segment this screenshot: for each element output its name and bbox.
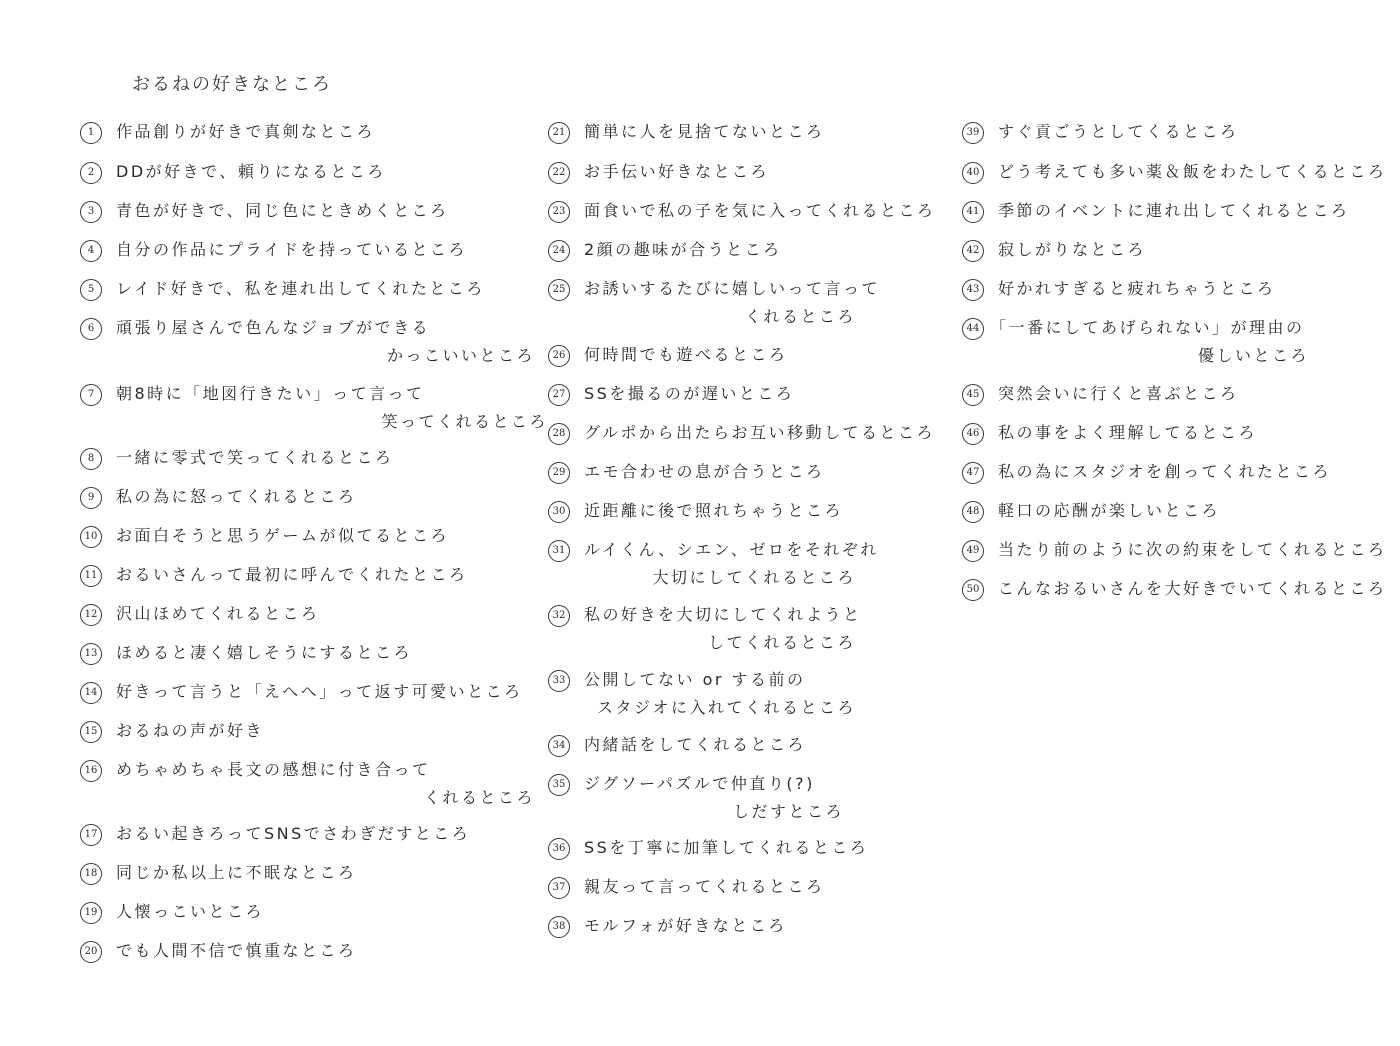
item-text: DDが好きで、頼りになるところ [116, 162, 386, 181]
item-text: 同じか私以上に不眠なところ [116, 863, 357, 882]
item-text: 近距離に後で照れちゃうところ [584, 501, 844, 520]
item-text: どう考えても多い薬＆飯をわたしてくるところ [998, 162, 1387, 181]
item-number-badge: 20 [80, 941, 102, 963]
item-number-badge: 13 [80, 643, 102, 665]
item-number-badge: 19 [80, 902, 102, 924]
item-number-badge: 28 [548, 423, 570, 445]
list-item [548, 774, 868, 826]
item-number-badge: 24 [548, 240, 570, 262]
item-text: 何時間でも遊べるところ [584, 345, 788, 364]
item-text: 好きって言うと「えへへ」って返す可愛いところ [116, 682, 523, 701]
list-item [548, 240, 868, 264]
list-item [548, 501, 868, 525]
page-title: おるねの好きなところ [132, 74, 332, 95]
list-item [80, 526, 550, 550]
item-number-badge: 6 [80, 318, 102, 340]
list-item [548, 462, 868, 486]
item-number-badge: 12 [80, 604, 102, 626]
item-number-badge: 36 [548, 838, 570, 860]
item-text: お面白そうと思うゲームが似てるところ [116, 526, 450, 545]
list-item [80, 824, 550, 848]
item-number-badge: 23 [548, 201, 570, 223]
list-item [548, 162, 868, 186]
list-item [80, 318, 550, 370]
list-item [80, 863, 550, 887]
item-text: 私の為にスタジオを創ってくれたところ [998, 462, 1332, 481]
list-item [80, 721, 550, 745]
item-number-badge: 1 [80, 122, 102, 144]
list-item [548, 605, 868, 657]
item-number-badge: 7 [80, 384, 102, 406]
item-number-badge: 18 [80, 863, 102, 885]
item-text-continued: 笑ってくれるところ [381, 412, 548, 431]
item-number-badge: 27 [548, 384, 570, 406]
list-item [548, 384, 868, 408]
item-number-badge: 21 [548, 122, 570, 144]
item-number-badge: 29 [548, 462, 570, 484]
item-number-badge: 30 [548, 501, 570, 523]
item-number-badge: 16 [80, 760, 102, 782]
item-text: ジグソーパズルで仲直り(?) [584, 774, 815, 793]
item-number-badge: 44 [962, 318, 984, 340]
list-item [80, 448, 550, 472]
item-text-continued: 優しいところ [1197, 346, 1309, 365]
item-number-badge: 25 [548, 279, 570, 301]
item-text: 親友って言ってくれるところ [584, 877, 825, 896]
list-item [80, 162, 550, 186]
list-item [80, 565, 550, 589]
item-number-badge: 31 [548, 540, 570, 562]
item-text: 一緒に零式で笑ってくれるところ [116, 448, 394, 467]
list-item [80, 384, 550, 436]
item-text: 軽口の応酬が楽しいところ [998, 501, 1221, 520]
item-text-continued: 大切にしてくれるところ [652, 568, 856, 587]
list-item [80, 902, 550, 926]
item-text: 面食いで私の子を気に入ってくれるところ [584, 201, 936, 220]
list-item [80, 201, 550, 225]
item-text: 内緒話をしてくれるところ [584, 735, 807, 754]
list-item [80, 941, 550, 965]
item-text: ルイくん、シエン、ゼロをそれぞれ [584, 540, 879, 559]
item-number-badge: 40 [962, 162, 984, 184]
list-item [80, 240, 550, 264]
item-text: 寂しがりなところ [998, 240, 1147, 259]
item-text: こんなおるいさんを大好きでいてくれるところ [998, 579, 1387, 598]
item-number-badge: 38 [548, 916, 570, 938]
list-item [548, 122, 868, 146]
item-number-badge: 8 [80, 448, 102, 470]
item-text: 朝8時に「地図行きたい」って言って [116, 384, 425, 403]
item-text: おるい起きろってSNSでさわぎだすところ [116, 824, 471, 843]
list-item [80, 279, 550, 303]
list-item [80, 122, 550, 146]
item-text: 作品創りが好きで真剣なところ [116, 122, 376, 141]
list-item [962, 122, 1337, 146]
item-text: SSを丁寧に加筆してくれるところ [584, 838, 869, 857]
item-text: 突然会いに行くと喜ぶところ [998, 384, 1239, 403]
item-number-badge: 17 [80, 824, 102, 846]
item-number-badge: 48 [962, 501, 984, 523]
item-number-badge: 43 [962, 279, 984, 301]
list-item [962, 318, 1337, 370]
item-text: 自分の作品にプライドを持っているところ [116, 240, 468, 259]
item-text: 私の為に怒ってくれるところ [116, 487, 357, 506]
item-text: めちゃめちゃ長文の感想に付き合って [116, 760, 431, 779]
item-number-badge: 47 [962, 462, 984, 484]
item-text: 季節のイベントに連れ出してくれるところ [998, 201, 1350, 220]
item-text-continued: しだすところ [732, 802, 844, 821]
list-item [548, 201, 936, 225]
item-text: グルポから出たらお互い移動してるところ [584, 423, 936, 442]
item-number-badge: 41 [962, 201, 984, 223]
item-text-continued: くれるところ [423, 788, 535, 807]
item-number-badge: 3 [80, 201, 102, 223]
item-text: モルフォが好きなところ [584, 916, 787, 935]
item-number-badge: 32 [548, 605, 570, 627]
list-item [962, 279, 1337, 303]
item-number-badge: 50 [962, 579, 984, 601]
list-item [80, 643, 550, 667]
item-number-badge: 5 [80, 279, 102, 301]
list-item [962, 423, 1337, 447]
item-number-badge: 15 [80, 721, 102, 743]
list-item [962, 501, 1337, 525]
item-number-badge: 11 [80, 565, 102, 587]
item-text: エモ合わせの息が合うところ [584, 462, 825, 481]
item-number-badge: 34 [548, 735, 570, 757]
item-number-badge: 9 [80, 487, 102, 509]
item-text: 人懐っこいところ [116, 902, 265, 921]
item-number-badge: 14 [80, 682, 102, 704]
list-item [548, 423, 936, 447]
list-item [962, 462, 1337, 486]
item-text: でも人間不信で慎重なところ [116, 941, 357, 960]
item-number-badge: 46 [962, 423, 984, 445]
item-number-badge: 35 [548, 774, 570, 796]
item-number-badge: 37 [548, 877, 570, 899]
list-item [80, 487, 550, 511]
item-text: 好かれすぎると疲れちゃうところ [998, 279, 1276, 298]
item-text: 2顔の趣味が合うところ [584, 240, 782, 259]
item-text: SSを撮るのが遅いところ [584, 384, 795, 403]
list-item [962, 201, 1350, 225]
list-item [80, 682, 550, 706]
item-text: ほめると凄く嬉しそうにするところ [116, 643, 413, 662]
item-text-continued: かっこいいところ [386, 346, 535, 365]
item-number-badge: 10 [80, 526, 102, 548]
item-number-badge: 4 [80, 240, 102, 262]
item-number-badge: 2 [80, 162, 102, 184]
list-item [962, 579, 1387, 603]
list-item [80, 604, 550, 628]
list-item [962, 540, 1387, 564]
list-item [548, 540, 879, 592]
list-item [548, 735, 868, 759]
item-text: レイド好きで、私を連れ出してくれたところ [116, 279, 485, 298]
item-text: 頑張り屋さんで色んなジョブができる [116, 318, 431, 337]
item-number-badge: 39 [962, 122, 984, 144]
list-item [548, 838, 868, 862]
item-text: お誘いするたびに嬉しいって言って [584, 279, 881, 298]
item-text: すぐ貢ごうとしてくるところ [998, 122, 1239, 141]
item-text-continued: スタジオに入れてくれるところ [596, 698, 856, 717]
list-item [548, 916, 868, 940]
list-item [548, 279, 881, 331]
item-text: 青色が好きで、同じ色にときめくところ [116, 201, 449, 220]
item-number-badge: 33 [548, 670, 570, 692]
item-number-badge: 45 [962, 384, 984, 406]
item-text-continued: くれるところ [744, 307, 856, 326]
list-item [80, 760, 550, 812]
item-number-badge: 49 [962, 540, 984, 562]
item-number-badge: 42 [962, 240, 984, 262]
item-text: おるいさんって最初に呼んでくれたところ [116, 565, 468, 584]
item-text: 私の事をよく理解してるところ [998, 423, 1258, 442]
list-item [962, 240, 1337, 264]
item-number-badge: 26 [548, 345, 570, 367]
item-text: おるねの声が好き [116, 721, 265, 740]
item-text: 沢山ほめてくれるところ [116, 604, 320, 623]
item-number-badge: 22 [548, 162, 570, 184]
list-item [962, 384, 1337, 408]
list-item [548, 670, 868, 722]
item-text: 「一番にしてあげられない」が理由の [990, 318, 1305, 337]
item-text: 私の好きを大切にしてくれようと [584, 605, 862, 624]
item-text: 公開してない or する前の [584, 670, 806, 689]
item-text: 当たり前のように次の約束をしてくれるところ [998, 540, 1387, 559]
item-text: 簡単に人を見捨てないところ [584, 122, 825, 141]
item-text-continued: してくれるところ [707, 633, 856, 652]
item-text: お手伝い好きなところ [584, 162, 770, 181]
list-item [548, 345, 868, 369]
list-item [548, 877, 868, 901]
list-item [962, 162, 1387, 186]
